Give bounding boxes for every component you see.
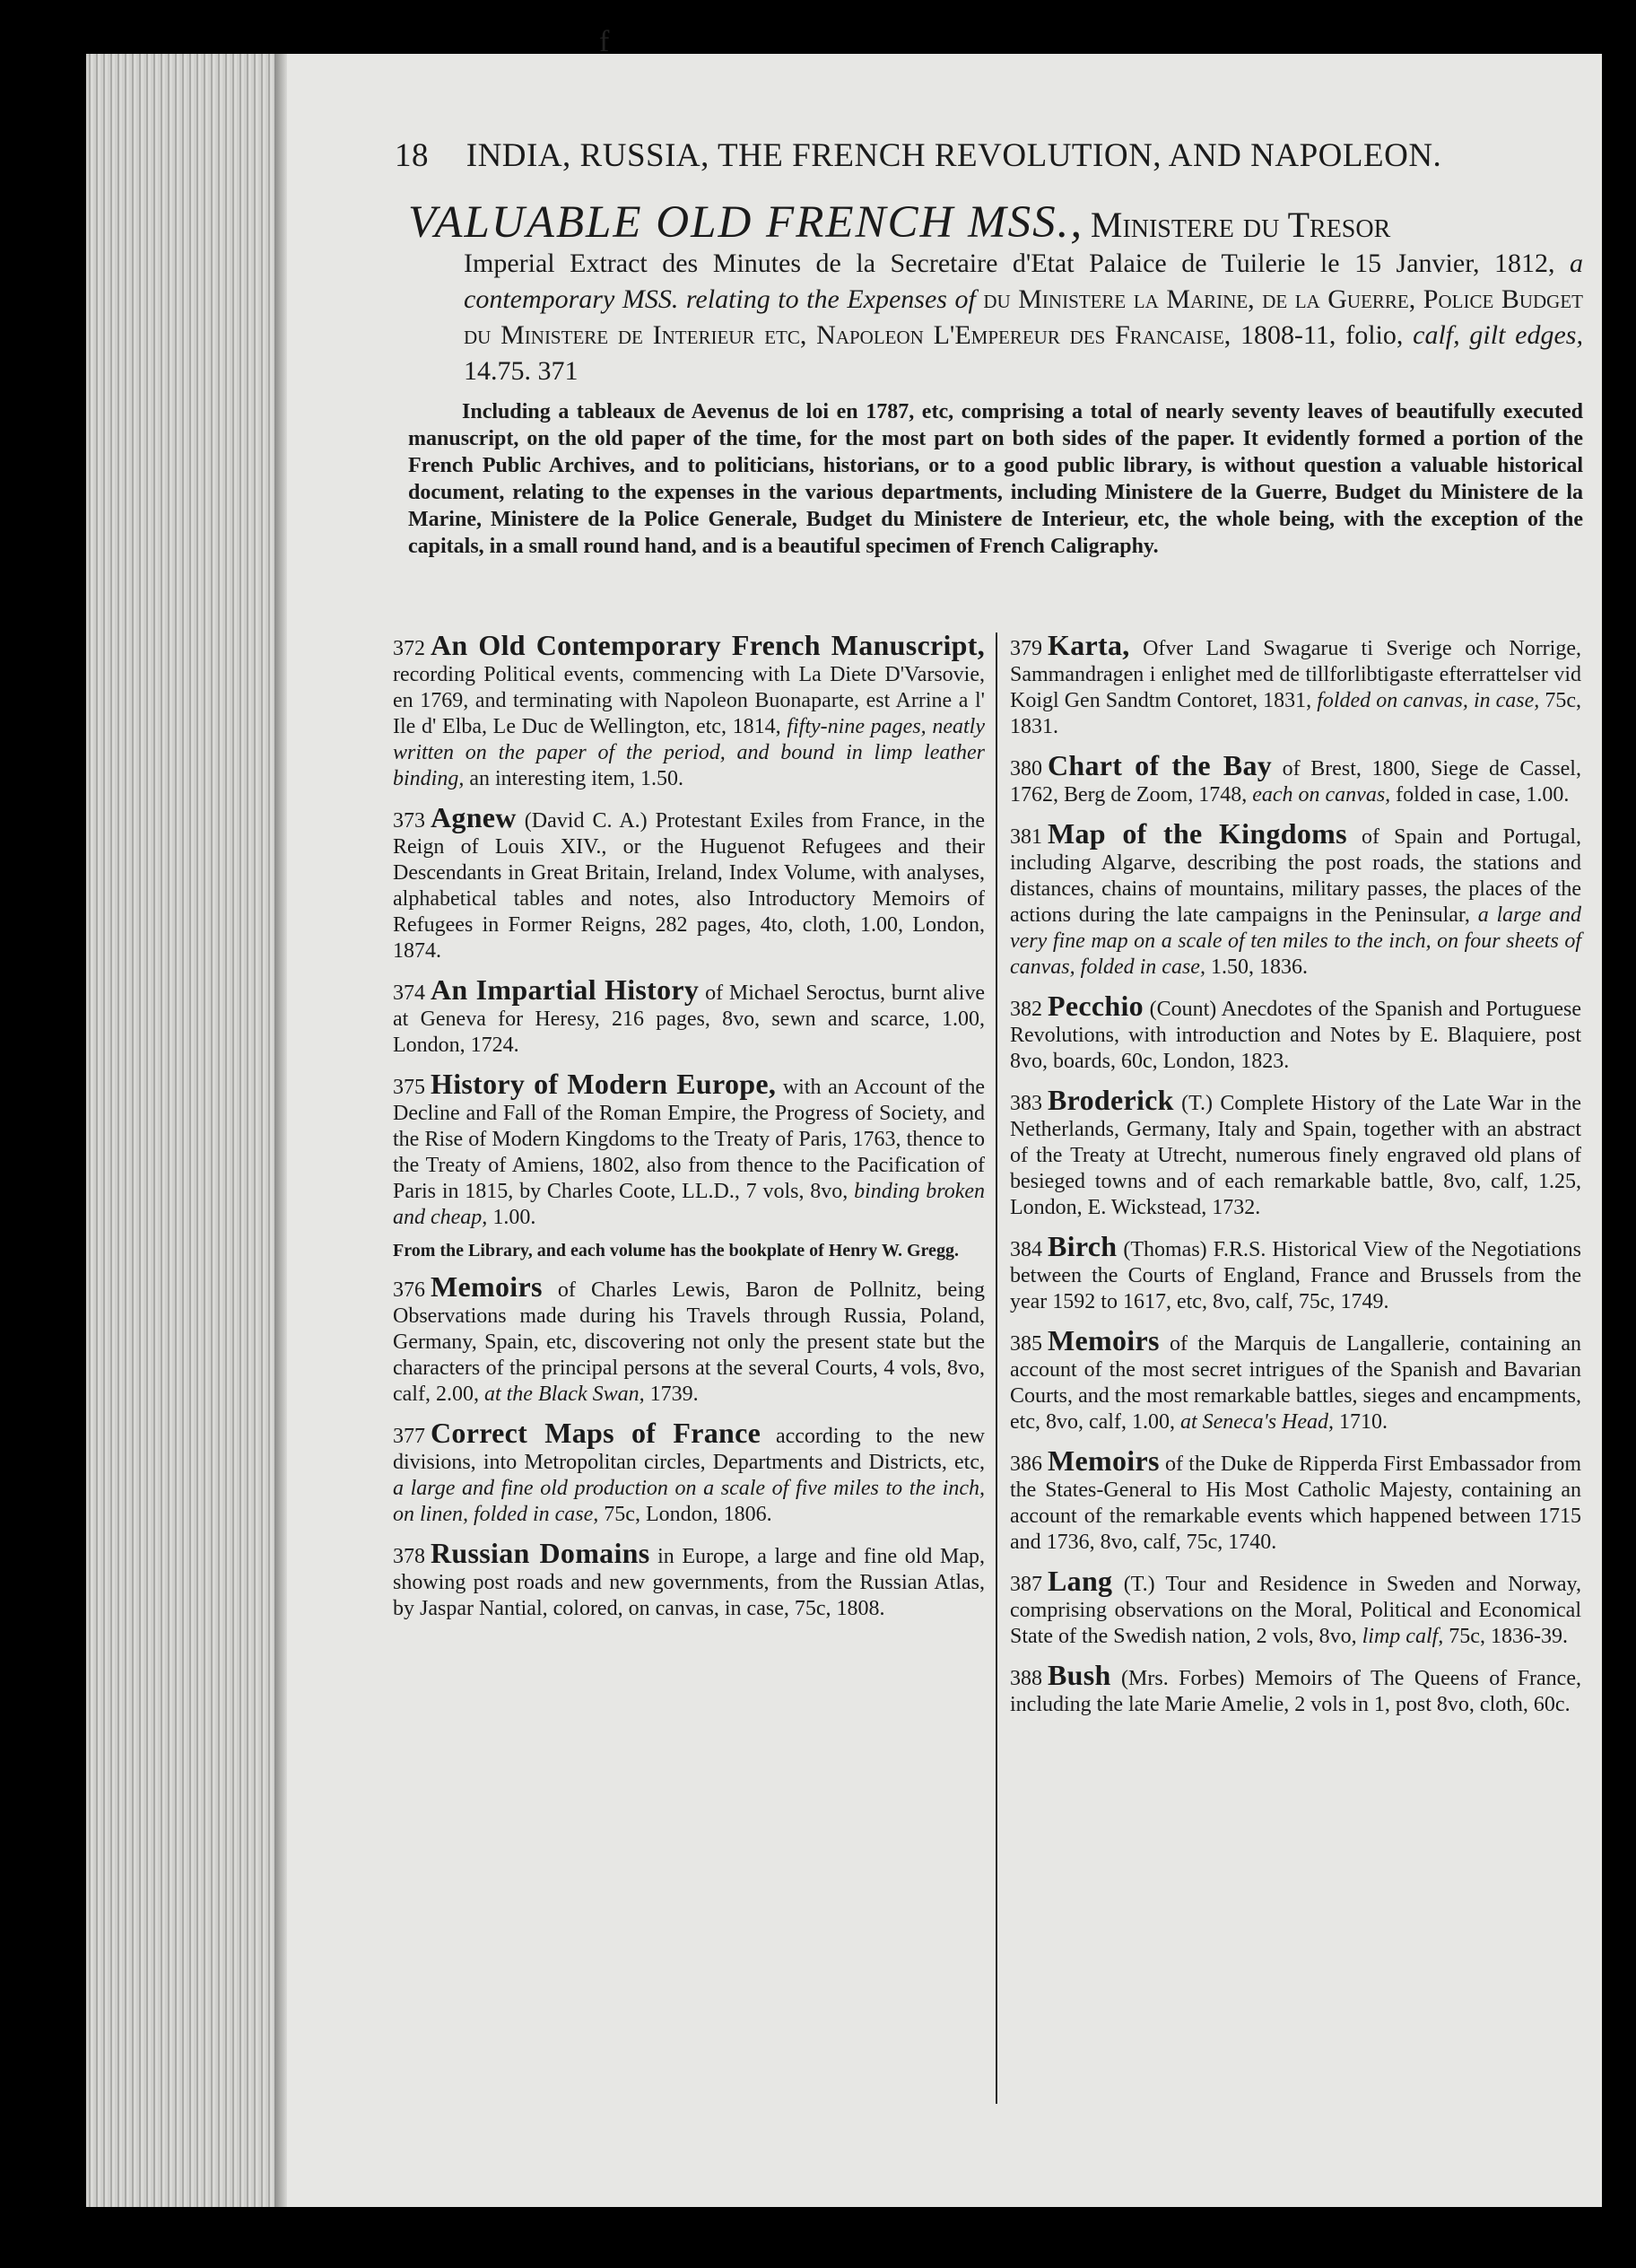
lot-375-note: From the Library, and each volume has the bookplate of Henry W. Gregg.: [393, 1241, 959, 1260]
lot-number: 376: [393, 1278, 425, 1302]
lot-number: 377: [393, 1425, 425, 1448]
lot-number: 387: [1010, 1573, 1042, 1596]
lot-371: [408, 197, 1584, 560]
lot-title: Lang: [1048, 1565, 1113, 1597]
lot-body: of the Duke de Ripperda First Embassador from the States-General to His Most Catholic Majesty, containing an account of the remarkable events which happened between 1715 and 1736, 8vo, calf, 75c, 1740.: [1010, 1452, 1581, 1554]
lot-371-smallcaps: du Ministere la Marine, de la Guerre, Police Budget du Ministere de Interieur etc, Napoleon L'Empereur des Francaise,: [464, 284, 1584, 350]
lot-title: Russian Domains: [431, 1537, 650, 1569]
lot-number: 379: [1010, 637, 1042, 660]
lot-italic: a large and very fine map on a scale of ten miles to the inch, on four sheets of canvas, folded in case,: [1010, 903, 1581, 979]
lot-371-format: 1808-11, folio,: [1240, 320, 1404, 350]
left-column: [393, 629, 986, 1635]
lot-title: Memoirs: [431, 1270, 543, 1303]
lot-italic: binding broken and cheap,: [393, 1180, 985, 1229]
lot-italic: fifty-nine pages, neatly written on the paper of the period, and bound in limp leather binding,: [393, 715, 985, 790]
lot-body: of the Marquis de Langallerie, containing an account of the most secret intrigues of the Spanish and Bavarian Courts, and the most remarkable battles, sieges and encampments, etc, 8vo, calf, 1.00,: [1010, 1332, 1582, 1434]
lot-387: [1010, 1565, 1581, 1650]
lot-386: [1010, 1444, 1581, 1556]
lot-body: according to the new divisions, into Metropolitan circles, Departments and Districts, etc,: [393, 1425, 986, 1474]
lot-377: [393, 1417, 986, 1528]
lot-title: History of Modern Europe,: [431, 1068, 777, 1100]
lot-body: (Thomas) F.R.S. Historical View of the Negotiations between the Courts of England, France and Brussels from the year 1592 to 1617, etc, 8vo, calf, 75c, 1749.: [1010, 1238, 1582, 1313]
lot-number: 384: [1010, 1238, 1042, 1261]
lot-body: (T.) Tour and Residence in Sweden and Norway, comprising observations on the Moral, Political and Economical State of the Swedish nation, 2 vols, 8vo,: [1010, 1573, 1581, 1648]
lot-number: 375: [393, 1076, 425, 1099]
lot-italic: a large and fine old production on a scale of five miles to the inch, on linen, folded in case,: [393, 1477, 985, 1526]
lot-number: 385: [1010, 1332, 1042, 1356]
lot-body: of Michael Seroctus, burnt alive at Geneva for Heresy, 216 pages, 8vo, sewn and scarce, 1.00, London, 1724.: [393, 981, 986, 1057]
binding-shadow: [274, 54, 287, 2207]
lot-title: Birch: [1048, 1230, 1118, 1262]
lot-374: [393, 973, 986, 1059]
lot-title: Karta,: [1048, 629, 1130, 661]
lot-371-price: 14.75.: [464, 356, 531, 386]
lot-body: of Spain and Portugal, including Algarve, describing the post roads, the stations and distances, chains of mountains, military passes, the places of the actions during the late campaigns in the Peninsular,: [1010, 825, 1582, 927]
lot-italic: at the Black Swan,: [483, 1383, 645, 1406]
lot-371-heading: [408, 197, 1583, 248]
lot-number: 374: [393, 981, 425, 1005]
lot-376: [393, 1270, 985, 1408]
lot-title: Pecchio: [1048, 990, 1144, 1022]
lot-371-italic: a contemporary MSS. relating to the Expenses of: [464, 249, 1583, 314]
lot-tail: 1739.: [649, 1383, 699, 1406]
lot-title: An Old Contemporary French Manuscript,: [431, 629, 985, 661]
page-edges: [86, 54, 274, 2207]
lot-372: [393, 629, 985, 792]
lot-number: 372: [393, 637, 425, 660]
lot-italic: at Seneca's Head,: [1179, 1410, 1335, 1434]
lot-382: [1010, 990, 1581, 1075]
lot-italic: each on canvas,: [1252, 783, 1391, 807]
column-divider: [996, 632, 997, 2104]
lot-italic: folded on canvas, in case,: [1317, 689, 1540, 712]
lot-number: 378: [393, 1545, 425, 1568]
lot-number: 382: [1010, 998, 1042, 1021]
lot-379: [1010, 629, 1581, 740]
lot-title: Memoirs: [1048, 1444, 1160, 1477]
lot-body: of Charles Lewis, Baron de Pollnitz, being Observations made during his Travels through Russia, Poland, Germany, Spain, etc, discovering not only the present state but the characters of the principal persons at the several Courts, 4 vols, 8vo, calf, 2.00,: [393, 1278, 985, 1406]
lot-371-title-rest: Ministere du Tresor: [1090, 205, 1391, 245]
lot-title: An Impartial History: [431, 973, 700, 1006]
lot-title: Map of the Kingdoms: [1048, 817, 1347, 850]
lot-title: Chart of the Bay: [1048, 749, 1273, 781]
lot-body: Ofver Land Swagarue ti Sverige och Norrige, Sammandragen i enlighet med de tillforlibtigaste efterrattelser vid Koigl Gen Sandtm Contoret, 1831,: [1010, 637, 1581, 712]
lot-title: Memoirs: [1048, 1324, 1160, 1356]
lot-371-binding: calf, gilt edges,: [1413, 320, 1583, 350]
lot-371-number: 371: [537, 356, 579, 386]
lot-number: 383: [1010, 1092, 1042, 1115]
lot-383: [1010, 1084, 1581, 1221]
lot-body: (T.) Complete History of the Late War in the Netherlands, Germany, Italy and Spain, together with an abstract of the Treaty at Utrecht, numerous finely engraved old plans of besieged towns and of each remarkable battle, 8vo, calf, 1.25, London, E. Wickstead, 1732.: [1010, 1092, 1581, 1219]
lot-title: Correct Maps of France: [431, 1417, 761, 1449]
running-title: INDIA, RUSSIA, THE FRENCH REVOLUTION, AND NAPOLEON.: [466, 137, 1442, 174]
lot-tail: an interesting item, 1.50.: [469, 767, 683, 790]
lot-371-line2: Imperial Extract des Minutes de la Secretaire d'Etat Palaice de Tuilerie le 15 Janvier, 1812,: [464, 249, 1555, 278]
lot-381: [1010, 817, 1582, 981]
lot-375: [393, 1068, 986, 1231]
lot-385: [1010, 1324, 1582, 1435]
lot-380: [1010, 749, 1581, 808]
lot-body: of Brest, 1800, Siege de Cassel, 1762, Berg de Zoom, 1748,: [1010, 757, 1581, 807]
lot-384: [1010, 1230, 1582, 1315]
lot-italic: limp calf,: [1362, 1625, 1444, 1648]
lot-tail: 1710.: [1339, 1410, 1388, 1434]
lot-body: (Mrs. Forbes) Memoirs of The Queens of France, including the late Marie Amelie, 2 vols in 1, post 8vo, cloth, 60c.: [1010, 1667, 1581, 1716]
lot-body: with an Account of the Decline and Fall of the Roman Empire, the Progress of Society, and the Rise of Modern Kingdoms to the Treaty of Paris, 1763, thence to the Treaty of Amiens, 1802, also from thence to the Pacification of Paris in 1815, by Charles Coote, LL.D., 7 vols, 8vo,: [393, 1076, 986, 1203]
lot-number: 380: [1010, 757, 1042, 781]
lot-title: Bush: [1048, 1659, 1111, 1691]
page-number: 18: [395, 137, 429, 174]
lot-title: Broderick: [1048, 1084, 1174, 1116]
lot-title: Agnew: [431, 801, 517, 833]
lot-tail: 1.00.: [492, 1206, 536, 1229]
running-header: [395, 136, 1636, 175]
lot-body: recording Political events, commencing with La Diete D'Varsovie, en 1769, and terminating with Napoleon Buonaparte, est Arrine a l' Ile d' Elba, Le Duc de Wellington, etc, 1814,: [393, 663, 985, 738]
lot-tail: folded in case, 1.00.: [1396, 783, 1570, 807]
lot-388: [1010, 1659, 1581, 1718]
lot-number: 381: [1010, 825, 1042, 849]
lot-373: [393, 801, 985, 964]
lot-371-description: [408, 246, 1583, 389]
lot-371-title: VALUABLE OLD FRENCH MSS.,: [408, 197, 1084, 248]
right-column: [1010, 629, 1582, 1731]
lot-number: 388: [1010, 1667, 1042, 1690]
lot-number: 386: [1010, 1452, 1042, 1476]
lot-tail: 75c, 1831.: [1010, 689, 1581, 738]
lot-tail: 75c, 1836-39.: [1449, 1625, 1568, 1648]
lot-number: 373: [393, 809, 425, 833]
lot-378: [393, 1537, 986, 1622]
lot-tail: 75c, London, 1806.: [604, 1503, 772, 1526]
lot-tail: 1.50, 1836.: [1210, 955, 1308, 979]
lot-body: (David C. A.) Protestant Exiles from France, in the Reign of Louis XIV., or the Huguenot Refugees and their Descendants in Great Britain, Ireland, Index Volume, with analyses, alphabetical tables and notes, also Introductory Memoirs of Refugees in Former Reigns, 282 pages, 4to, cloth, 1.00, London, 1874.: [393, 809, 985, 963]
lot-body: in Europe, a large and fine old Map, showing post roads and new governments, from the Russian Atlas, by Jaspar Nantial, colored, on canvas, in case, 75c, 1808.: [393, 1545, 986, 1620]
lot-371-note: Including a tableaux de Aevenus de loi en 1787, etc, comprising a total of nearly seventy leaves of beautifully executed manuscript, on the old paper of the time, for the most part on both sides of the paper. It evidently formed a portion of the French Public Archives, and to politicians, historians, or to a good public library, is without question a valuable historical document, relating to the expenses in the various departments, including Ministere de la Guerre, Budget du Ministere de la Marine, Ministere de la Police Generale, Budget du Ministere de Interieur, etc, the whole being, with the exception of the capitals, in a small round hand, and is a beautiful specimen of French Caligraphy.: [408, 400, 1583, 558]
pencil-mark: f: [599, 25, 610, 58]
lot-body: (Count) Anecdotes of the Spanish and Portuguese Revolutions, with introduction and Notes by E. Blaquiere, post 8vo, boards, 60c, London, 1823.: [1010, 998, 1581, 1073]
